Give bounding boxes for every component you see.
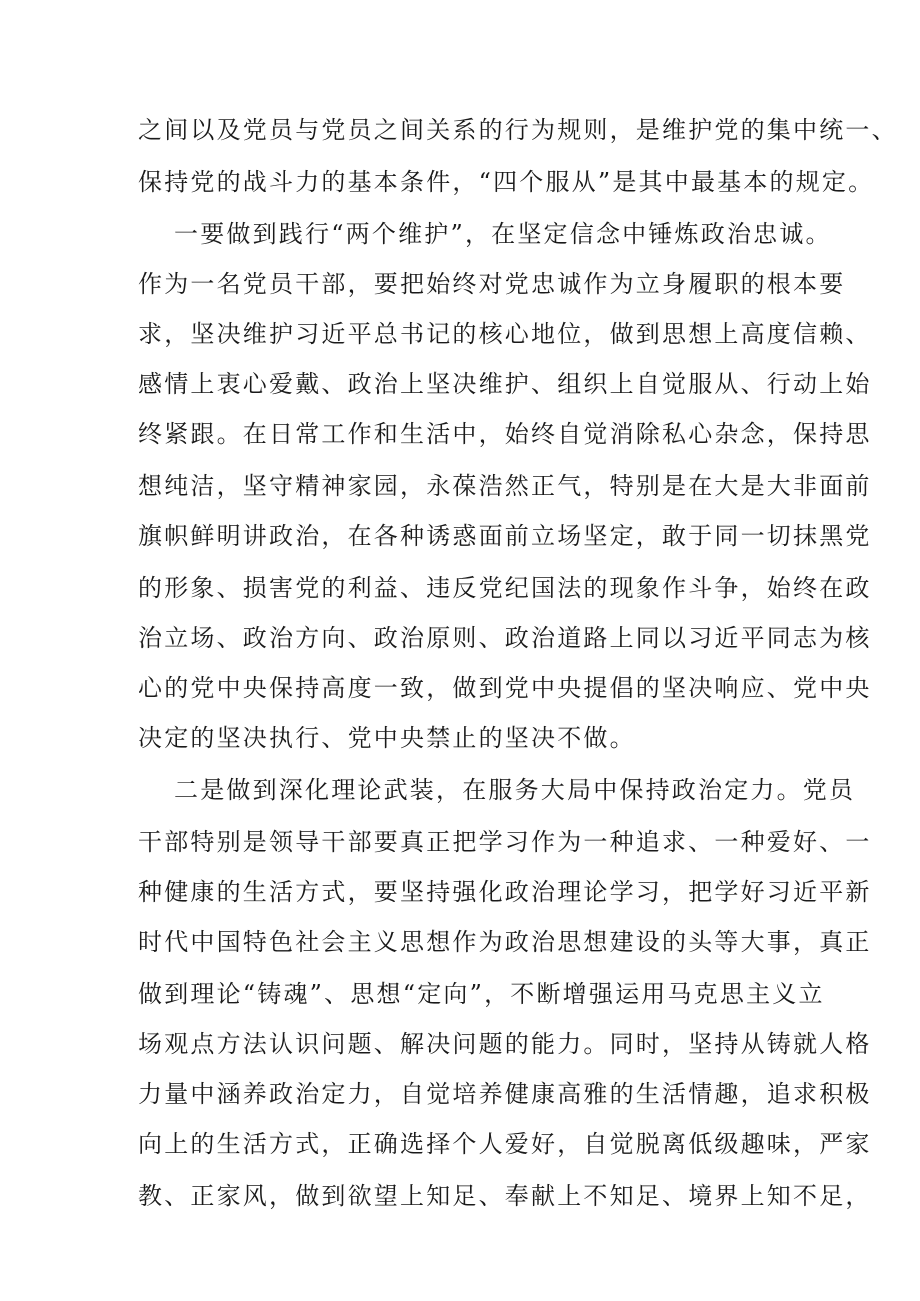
paragraph-last-line: 决定的坚决执行、党中央禁止的坚决不做。 [138, 724, 636, 752]
text-line: 治立场、政治方向、政治原则、政治道路上同以习近平同志为核 [138, 624, 872, 652]
text-line: 旗帜鲜明讲政治，在各种诱惑面前立场坚定，敢于同一切抹黑党 [138, 522, 872, 550]
text-line: 心的党中央保持高度一致，做到党中央提倡的坚决响应、党中央 [138, 674, 872, 702]
text-line: 干部特别是领导干部要真正把学习作为一种追求、一种爱好、一 [138, 828, 872, 856]
text-line: 保持党的战斗力的基本条件，“四个服从”是其中最基本的规定。 [138, 168, 875, 196]
text-line: 向上的生活方式，正确选择个人爱好，自觉脱离低级趣味，严家 [138, 1130, 872, 1158]
text-line: 力量中涵养政治定力，自觉培养健康高雅的生活情趣，追求积极 [138, 1080, 872, 1108]
text-line: 终紧跟。在日常工作和生活中，始终自觉消除私心杂念，保持思 [138, 420, 872, 448]
text-line: 时代中国特色社会主义思想作为政治思想建设的头等大事，真正 [138, 928, 872, 956]
text-line: 感情上衷心爱戴、政治上坚决维护、组织上自觉服从、行动上始 [138, 370, 872, 398]
paragraph-first-line: 一要做到践行“两个维护”，在坚定信念中锤炼政治忠诚。 [174, 220, 832, 248]
text-line: 教、正家风，做到欲望上知足、奉献上不知足、境界上知不足， [138, 1182, 872, 1210]
text-line: 作为一名党员干部，要把始终对党忠诚作为立身履职的根本要 [138, 270, 846, 298]
paragraph-first-line: 二是做到深化理论武装，在服务大局中保持政治定力。党员 [174, 776, 856, 804]
text-line: 做到理论“铸魂”、思想“定向”，不断增强运用马克思主义立 [138, 980, 825, 1008]
text-line: 想纯洁，坚守精神家园，永葆浩然正气，特别是在大是大非面前 [138, 472, 872, 500]
text-line: 种健康的生活方式，要坚持强化政治理论学习，把学好习近平新 [138, 878, 872, 906]
text-line: 场观点方法认识问题、解决问题的能力。同时，坚持从铸就人格 [138, 1030, 872, 1058]
text-line: 求，坚决维护习近平总书记的核心地位，做到思想上高度信赖、 [138, 320, 872, 348]
text-line: 的形象、损害党的利益、违反党纪国法的现象作斗争，始终在政 [138, 574, 872, 602]
text-line: 之间以及党员与党员之间关系的行为规则，是维护党的集中统一、 [138, 116, 898, 144]
